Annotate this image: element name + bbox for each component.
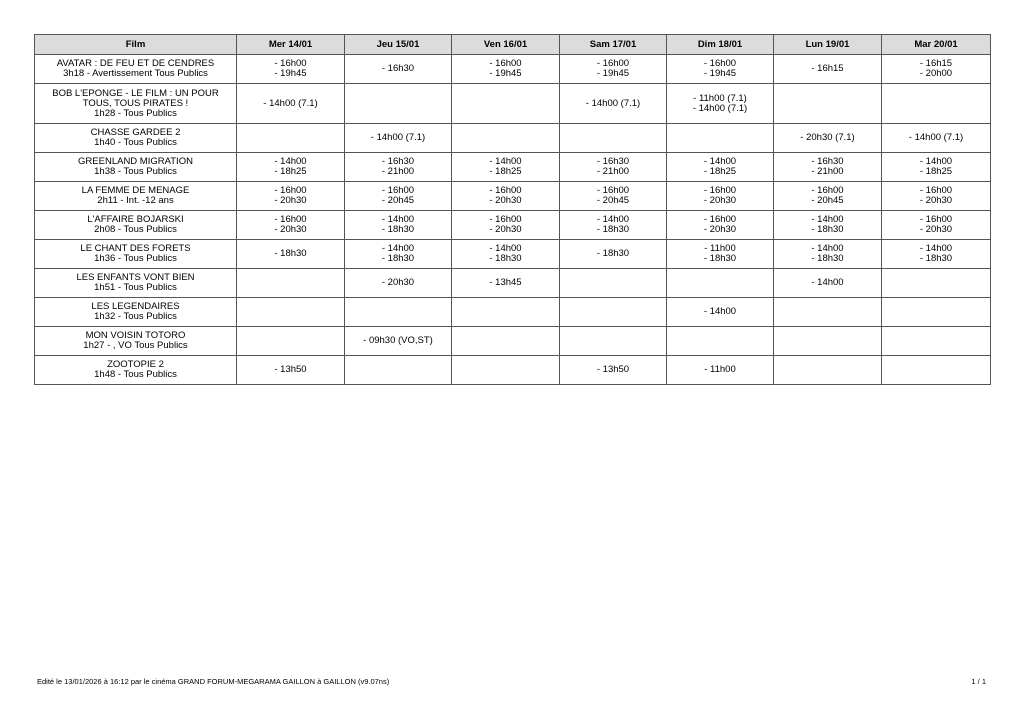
showtime-cell: [667, 240, 774, 269]
showtime-cell: [452, 182, 560, 211]
showtime-cell: [882, 55, 991, 84]
showtime-cell: [237, 356, 345, 385]
showtime-cell: [345, 182, 452, 211]
showtime: - 20h00: [919, 68, 953, 79]
showtime-cell: [237, 84, 345, 124]
film-row: [35, 55, 991, 84]
film-title: GREENLAND MIGRATION: [78, 156, 193, 167]
showtime: - 16h00: [489, 58, 522, 69]
showtime-cell: [345, 211, 452, 240]
showtime-cell: [452, 55, 560, 84]
film-info: 1h28 - Tous Publics: [94, 107, 177, 119]
showtime-cell: [345, 269, 452, 298]
film-info: 2h08 - Tous Publics: [94, 224, 177, 235]
showtime-cell: [667, 356, 774, 385]
showtime: - 16h00: [381, 185, 415, 196]
showtime-cell: [237, 55, 345, 84]
column-header-day: Ven 16/01: [452, 35, 560, 55]
showtime-cell: [452, 269, 560, 298]
showtime-cell: [452, 298, 560, 327]
showtime-cell: [882, 124, 991, 153]
showtime-cell: [452, 211, 560, 240]
column-header-day: Mer 14/01: [237, 35, 345, 55]
showtime-cell: [560, 124, 667, 153]
showtime-cell: [345, 84, 452, 124]
showtime-cell: [237, 124, 345, 153]
film-info: 2h11 - Int. -12 ans: [97, 195, 174, 206]
film-title: LE CHANT DES FORETS: [80, 243, 191, 254]
showtime: - 14h00: [381, 243, 415, 254]
showtime: - 16h00: [703, 185, 737, 196]
showtime: - 18h25: [703, 166, 737, 177]
showtime: - 09h30 (VO,ST): [363, 335, 433, 346]
showtime-cell: [452, 240, 560, 269]
showtime-cell: [560, 356, 667, 385]
showtime-cell: [560, 84, 667, 124]
film-row: [35, 124, 991, 153]
showtime: - 16h30: [381, 63, 415, 74]
showtime: - 18h25: [274, 166, 307, 177]
film-cell: [35, 211, 237, 240]
showtime: - 19h45: [596, 68, 630, 79]
showtime-cell: [345, 240, 452, 269]
showtime: - 16h00: [811, 185, 844, 196]
showtime: - 13h45: [489, 277, 522, 288]
showtime-cell: [237, 240, 345, 269]
showtime: - 14h00: [596, 214, 630, 225]
showtime: - 18h30: [381, 224, 415, 235]
showtime: - 14h00 (7.1): [908, 132, 964, 143]
showtime-cell: [237, 182, 345, 211]
film-title: LES ENFANTS VONT BIEN: [76, 272, 195, 283]
showtime-cell: [452, 153, 560, 182]
showtime-cell: [237, 298, 345, 327]
showtime: - 18h30: [596, 224, 630, 235]
column-header-day: Mar 20/01: [882, 35, 991, 55]
showtime: - 16h00: [274, 214, 307, 225]
showtime-cell: [774, 55, 882, 84]
showtime: - 11h00: [704, 243, 736, 254]
showtime-cell: [667, 182, 774, 211]
showtime: - 20h30: [274, 195, 307, 206]
column-header-day: Dim 18/01: [667, 35, 774, 55]
film-title: ZOOTOPIE 2: [107, 359, 164, 370]
showtime: - 18h30: [919, 253, 953, 264]
showtime: - 20h30: [919, 224, 953, 235]
showtime-cell: [882, 240, 991, 269]
showtime: - 16h00: [919, 185, 953, 196]
showtime: - 14h00 (7.1): [370, 132, 426, 143]
showtime-cell: [560, 240, 667, 269]
header-row: [35, 35, 991, 55]
showtime: - 16h00: [274, 58, 307, 69]
showtime-cell: [667, 153, 774, 182]
showtime: - 19h45: [274, 68, 307, 79]
film-cell: [35, 182, 237, 211]
showtime: - 14h00: [811, 243, 844, 254]
showtime-cell: [667, 124, 774, 153]
showtime: - 18h30: [381, 253, 415, 264]
showtime: - 16h00: [274, 185, 307, 196]
showtime-cell: [560, 211, 667, 240]
showtime: - 14h00: [811, 277, 844, 288]
showtime: - 20h45: [381, 195, 415, 206]
film-title: AVATAR : DE FEU ET DE CENDRES: [56, 58, 215, 69]
film-cell: [35, 269, 237, 298]
showtime-cell: [774, 124, 882, 153]
showtimes-table: [34, 34, 991, 385]
film-title: LA FEMME DE MENAGE: [81, 185, 190, 196]
film-info: 1h48 - Tous Publics: [94, 369, 177, 380]
showtime: - 14h00: [811, 214, 844, 225]
film-title: CHASSE GARDEE 2: [90, 127, 181, 138]
film-row: [35, 240, 991, 269]
showtime: - 19h45: [703, 68, 737, 79]
showtime: - 20h30: [274, 224, 307, 235]
film-row: [35, 356, 991, 385]
film-info: 1h51 - Tous Publics: [94, 282, 177, 293]
showtime-cell: [237, 269, 345, 298]
showtime-cell: [345, 55, 452, 84]
film-cell: [35, 240, 237, 269]
film-info: 1h27 - , VO Tous Publics: [83, 340, 188, 351]
showtime-cell: [237, 153, 345, 182]
showtime-cell: [882, 327, 991, 356]
film-row: [35, 153, 991, 182]
showtime: - 21h00: [381, 166, 415, 177]
showtime-cell: [345, 327, 452, 356]
film-info: 1h40 - Tous Publics: [94, 137, 177, 148]
showtime-cell: [560, 55, 667, 84]
film-info: 3h18 - Avertissement Tous Publics: [63, 68, 208, 79]
film-title: MON VOISIN TOTORO: [85, 330, 186, 341]
showtime: - 14h00: [489, 156, 522, 167]
column-header-day: Lun 19/01: [774, 35, 882, 55]
showtime: - 11h00: [704, 364, 736, 375]
showtime: - 18h30: [703, 253, 737, 264]
showtime-cell: [774, 153, 882, 182]
film-cell: [35, 153, 237, 182]
showtime: - 13h50: [596, 364, 630, 375]
film-title: TOUS, TOUS PIRATES !: [82, 97, 189, 109]
showtime: - 19h45: [489, 68, 522, 79]
showtime: - 14h00: [489, 243, 522, 254]
film-title: LES LEGENDAIRES: [91, 301, 180, 312]
showtime: - 16h30: [381, 156, 415, 167]
showtime: - 14h00 (7.1): [263, 97, 318, 109]
showtime-cell: [774, 211, 882, 240]
showtime-cell: [667, 327, 774, 356]
showtime-cell: [560, 269, 667, 298]
showtime: - 20h30: [919, 195, 953, 206]
showtime-cell: [560, 182, 667, 211]
showtime-cell: [452, 356, 560, 385]
showtime: - 16h00: [596, 58, 630, 69]
film-row: [35, 269, 991, 298]
film-info: 1h32 - Tous Publics: [94, 311, 177, 322]
showtime: - 18h30: [811, 224, 844, 235]
film-row: [35, 182, 991, 211]
showtime-cell: [560, 298, 667, 327]
showtime: - 11h00 (7.1): [693, 92, 747, 104]
film-title: BOB L'EPONGE - LE FILM : UN POUR: [52, 87, 219, 99]
showtime: - 14h00: [703, 306, 737, 317]
showtime-cell: [452, 124, 560, 153]
showtimes-table-body: [35, 55, 991, 385]
showtime-cell: [345, 298, 452, 327]
showtime-cell: [345, 356, 452, 385]
edition-footer: Edité le 13/01/2026 à 16:12 par le cinéma GRAND FORUM-MEGARAMA GAILLON à GAILLON (v9.07ns): [37, 677, 390, 686]
showtime-cell: [560, 327, 667, 356]
film-info: 1h38 - Tous Publics: [94, 166, 177, 177]
showtime: - 20h30: [381, 277, 415, 288]
showtime-cell: [345, 124, 452, 153]
film-row: [35, 84, 991, 124]
showtime: - 13h50: [274, 364, 307, 375]
showtime: - 16h00: [489, 214, 522, 225]
showtime: - 16h00: [703, 214, 737, 225]
showtime-cell: [345, 153, 452, 182]
showtime: - 20h30: [703, 224, 737, 235]
film-title: L'AFFAIRE BOJARSKI: [87, 214, 184, 225]
showtime-cell: [882, 153, 991, 182]
showtime: - 18h30: [596, 248, 630, 259]
showtime-cell: [774, 240, 882, 269]
showtime-cell: [667, 269, 774, 298]
film-cell: [35, 327, 237, 356]
film-row: [35, 211, 991, 240]
showtime: - 18h25: [919, 166, 953, 177]
showtime-cell: [882, 269, 991, 298]
showtime-cell: [667, 84, 774, 124]
showtime: - 18h30: [489, 253, 522, 264]
showtime-cell: [774, 298, 882, 327]
showtime: - 14h00: [919, 156, 953, 167]
showtime-cell: [882, 356, 991, 385]
showtime: - 18h25: [489, 166, 522, 177]
showtime: - 20h45: [596, 195, 630, 206]
showtime: - 16h00: [489, 185, 522, 196]
column-header-day: Jeu 15/01: [345, 35, 452, 55]
page-number: 1 / 1: [971, 677, 986, 686]
showtime-cell: [774, 356, 882, 385]
film-row: [35, 298, 991, 327]
film-cell: [35, 84, 237, 124]
showtime-cell: [882, 84, 991, 124]
showtime: - 16h00: [919, 214, 953, 225]
showtime: - 20h30: [703, 195, 737, 206]
showtime: - 20h30: [489, 195, 522, 206]
film-cell: [35, 356, 237, 385]
showtime: - 16h30: [811, 156, 844, 167]
showtime: - 14h00: [919, 243, 953, 254]
showtime: - 16h30: [596, 156, 630, 167]
showtime-cell: [452, 84, 560, 124]
showtime: - 18h30: [274, 248, 307, 259]
showtime-cell: [882, 298, 991, 327]
showtime: - 16h15: [811, 63, 844, 74]
showtime: - 20h30: [489, 224, 522, 235]
film-cell: [35, 298, 237, 327]
showtime: - 14h00 (7.1): [692, 102, 748, 114]
showtime: - 16h00: [703, 58, 737, 69]
showtime: - 20h30 (7.1): [800, 132, 855, 143]
showtime-cell: [237, 327, 345, 356]
showtime-cell: [667, 55, 774, 84]
film-cell: [35, 124, 237, 153]
film-row: [35, 327, 991, 356]
showtime: - 14h00: [274, 156, 307, 167]
showtime-cell: [882, 211, 991, 240]
showtime: - 21h00: [596, 166, 630, 177]
showtime: - 14h00: [703, 156, 737, 167]
showtime-cell: [774, 327, 882, 356]
showtime-cell: [667, 298, 774, 327]
showtime: - 18h30: [811, 253, 844, 264]
showtime-cell: [452, 327, 560, 356]
showtime-cell: [237, 211, 345, 240]
showtime-cell: [774, 182, 882, 211]
showtime: - 16h15: [919, 58, 953, 69]
film-cell: [35, 55, 237, 84]
showtime: - 14h00 (7.1): [585, 97, 641, 109]
showtime-cell: [774, 269, 882, 298]
column-header-film: Film: [35, 35, 237, 55]
showtime-cell: [560, 153, 667, 182]
film-info: 1h36 - Tous Publics: [94, 253, 177, 264]
showtime-cell: [774, 84, 882, 124]
column-header-day: Sam 17/01: [560, 35, 667, 55]
showtime-cell: [667, 211, 774, 240]
showtime: - 20h45: [811, 195, 844, 206]
showtime: - 16h00: [596, 185, 630, 196]
showtime: - 21h00: [811, 166, 844, 177]
showtime-cell: [882, 182, 991, 211]
showtime: - 14h00: [381, 214, 415, 225]
